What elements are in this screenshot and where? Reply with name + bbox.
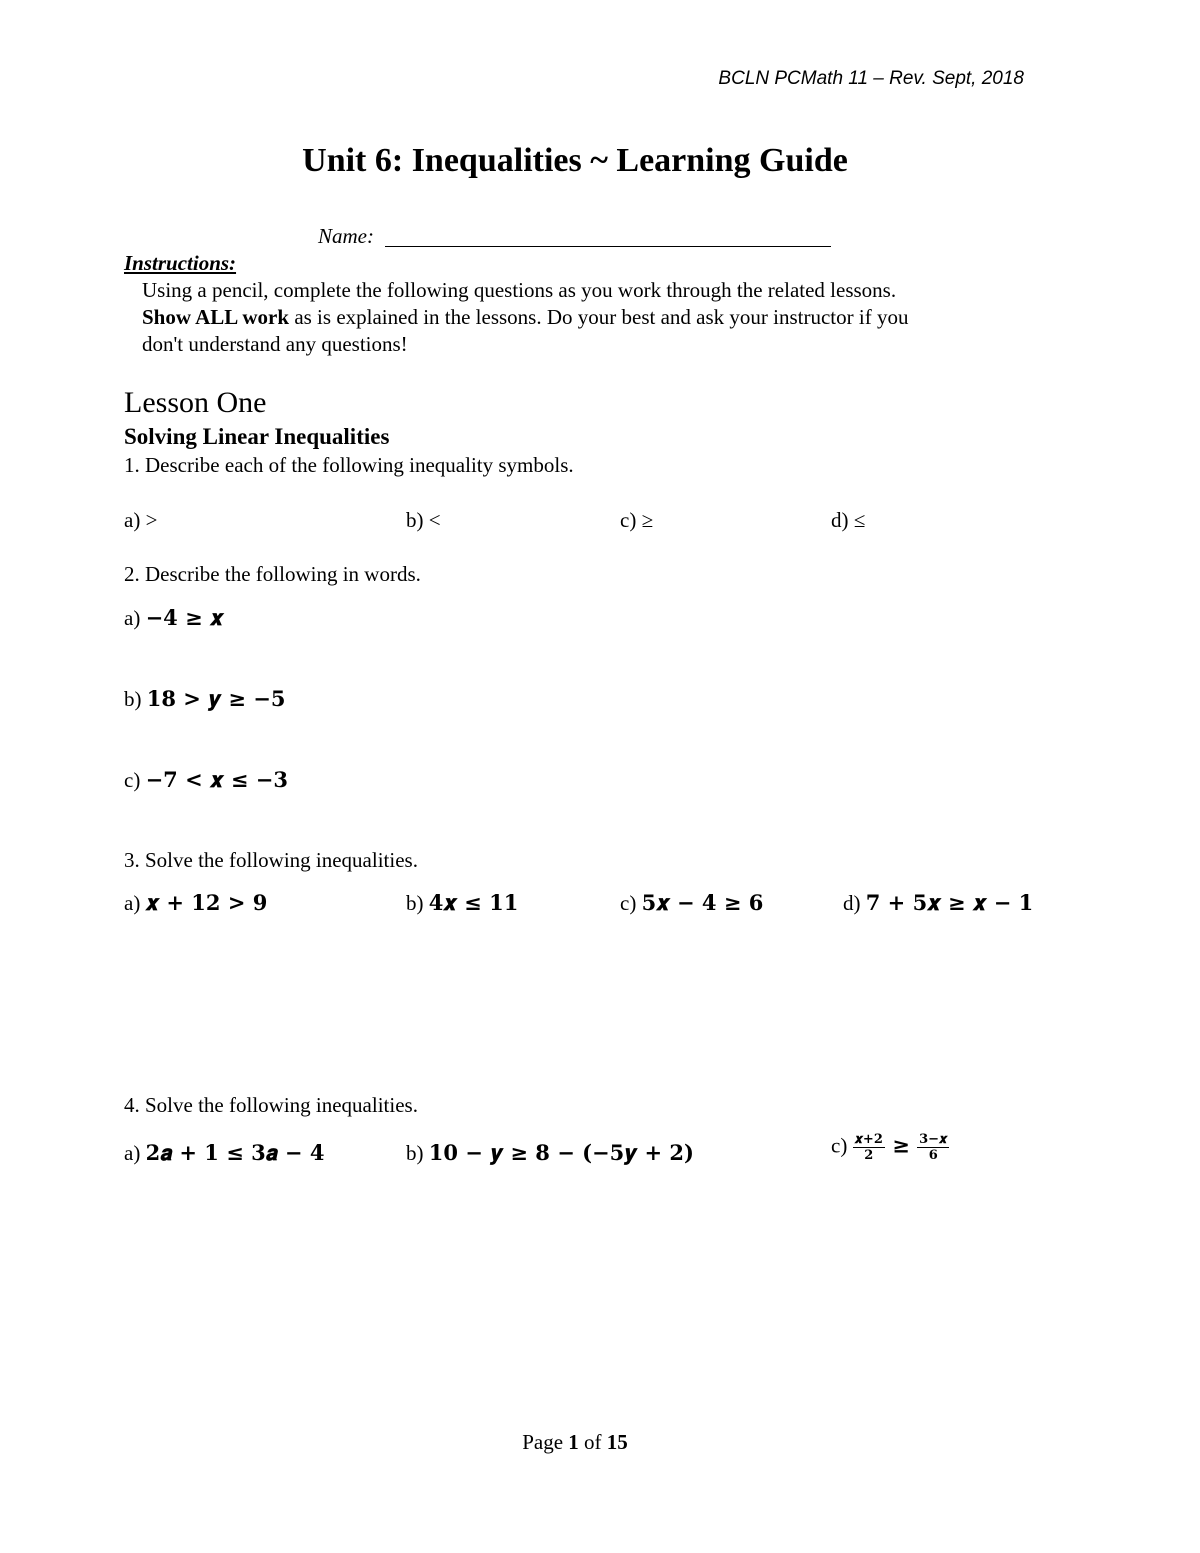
question-4c xyxy=(831,1132,949,1163)
instructions-line-1: Using a pencil, complete the following questions as you work through the related lessons. xyxy=(142,278,897,302)
question-1d: d) ≤ xyxy=(831,508,866,532)
question-4b-label: b) xyxy=(406,1141,429,1165)
question-3c xyxy=(620,890,763,916)
question-4c-label: c) xyxy=(831,1133,853,1158)
question-2b xyxy=(124,686,286,712)
question-3a-label: a) xyxy=(124,891,146,915)
question-2a-math: −4 ≥ 𝒙 xyxy=(145,605,224,630)
question-3d-math: 7 + 5𝒙 ≥ 𝒙 − 1 xyxy=(865,890,1034,915)
question-3a-math: 𝒙 + 12 > 9 xyxy=(145,890,268,915)
instructions-line-2-rest: as is explained in the lessons. Do your best and ask your instructor if you xyxy=(289,305,909,329)
question-2-prompt: 2. Describe the following in words. xyxy=(124,562,421,586)
question-3d xyxy=(843,890,1033,916)
question-3c-math: 5𝒙 − 4 ≥ 6 xyxy=(641,890,764,915)
question-4c-fraction-right xyxy=(917,1132,949,1163)
question-3d-label: d) xyxy=(843,891,866,915)
question-3-prompt: 3. Solve the following inequalities. xyxy=(124,848,418,872)
footer-page-total: 15 xyxy=(606,1430,628,1454)
question-4a xyxy=(124,1140,324,1166)
revision-header: BCLN PCMath 11 – Rev. Sept, 2018 xyxy=(718,68,1024,89)
footer-of-word: of xyxy=(578,1430,607,1454)
question-4b-math: 10 − 𝒚 ≥ 8 − (−5𝒚 + 2) xyxy=(428,1140,694,1165)
section-title: Solving Linear Inequalities xyxy=(124,424,390,449)
question-3b-label: b) xyxy=(406,891,429,915)
question-2a xyxy=(124,605,224,631)
name-field-line[interactable] xyxy=(385,246,831,247)
instructions-line-3: don't understand any questions! xyxy=(142,332,408,356)
question-4b xyxy=(406,1140,694,1166)
footer-page-word: Page xyxy=(522,1430,569,1454)
question-4-prompt: 4. Solve the following inequalities. xyxy=(124,1093,418,1117)
question-4a-label: a) xyxy=(124,1141,146,1165)
question-2a-label: a) xyxy=(124,606,146,630)
question-3b xyxy=(406,890,518,916)
fraction-left-numerator: 𝒙+2 xyxy=(854,1132,883,1147)
question-4a-math: 2𝒂 + 1 ≤ 3𝒂 − 4 xyxy=(145,1140,325,1165)
instructions-line-2 xyxy=(142,305,908,330)
fraction-right-numerator: 3−𝒙 xyxy=(919,1132,948,1147)
instructions-emphasis: Show ALL work xyxy=(142,305,290,329)
question-3c-label: c) xyxy=(620,891,642,915)
question-1b: b) < xyxy=(406,508,441,532)
page-footer xyxy=(0,1430,1150,1455)
page-title: Unit 6: Inequalities ~ Learning Guide xyxy=(302,142,848,179)
fraction-left-denominator: 2 xyxy=(864,1148,874,1163)
question-2b-label: b) xyxy=(124,687,147,711)
question-4c-operator: ≥ xyxy=(884,1132,918,1158)
instructions-heading: Instructions: xyxy=(124,251,237,275)
question-2c-label: c) xyxy=(124,768,146,792)
fraction-right-denominator: 6 xyxy=(928,1148,938,1163)
question-1-prompt: 1. Describe each of the following inequality symbols. xyxy=(124,453,574,477)
footer-page-number: 1 xyxy=(568,1430,579,1454)
name-label: Name: xyxy=(318,224,374,248)
lesson-title: Lesson One xyxy=(124,386,267,419)
question-2c-math: −7 < 𝒙 ≤ −3 xyxy=(145,767,288,792)
question-3b-math: 4𝒙 ≤ 11 xyxy=(428,890,519,915)
question-2c xyxy=(124,767,288,793)
question-1a: a) > xyxy=(124,508,158,532)
question-4c-fraction-left xyxy=(853,1132,885,1163)
question-2b-math: 18 > 𝒚 ≥ −5 xyxy=(146,686,286,711)
question-1c: c) ≥ xyxy=(620,508,654,532)
question-3a xyxy=(124,890,267,916)
